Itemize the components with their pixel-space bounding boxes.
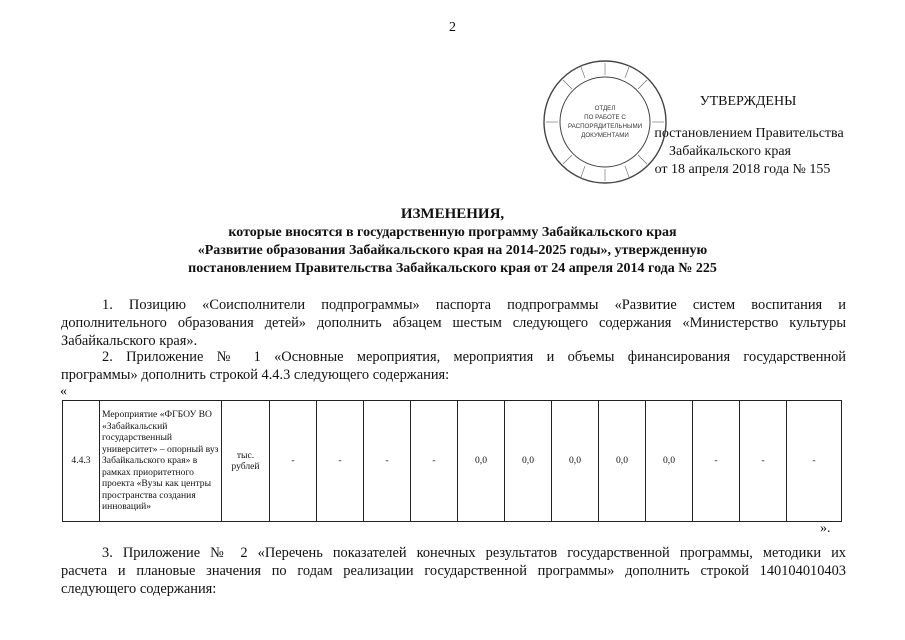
row-description: Мероприятие «ФГБОУ ВО «Забайкальский государственный университет» – опорный вуз Забайкальского края» в рамках приоритетного проекта «Вузы как центры пространства создания инноваций» (100, 401, 222, 522)
value-cell: - (411, 401, 458, 522)
stamp-line-4: ДОКУМЕНТАМИ (581, 132, 629, 139)
stamp-line-1: ОТДЕЛ (594, 105, 616, 112)
paragraph-3-line-1: 3. Приложение № 2 «Перечень показателей конечных результатов государственной программы, методики их (102, 545, 846, 561)
value-cell: - (740, 401, 787, 522)
heading-line-4: постановлением Правительства Забайкальского края от 24 апреля 2014 года № 225 (188, 261, 717, 276)
table-row (63, 401, 842, 522)
page-number: 2 (449, 20, 456, 35)
value-cell: 0,0 (646, 401, 693, 522)
value-cell: - (364, 401, 411, 522)
closing-quote: ». (820, 521, 831, 536)
value-cell: 0,0 (599, 401, 646, 522)
heading-line-3: «Развитие образования Забайкальского края на 2014-2025 годы», утвержденную (197, 243, 708, 258)
paragraph-1 (61, 296, 846, 350)
row-unit: тыс. рублей (222, 401, 270, 522)
paragraph-2 (61, 348, 846, 384)
paragraph-2-line-1: 2. Приложение № 1 «Основные мероприятия, мероприятия и объемы финансирования государственной (102, 349, 846, 365)
stamp-line-2: ПО РАБОТЕ С (584, 114, 626, 121)
value-cell: - (787, 401, 842, 522)
paragraph-3 (61, 544, 846, 598)
paragraph-1-line-2: дополнительного образования детей» дополнить абзацем шестым следующего содержания «Министерство культуры (61, 315, 846, 331)
stamp-line-3: РАСПОРЯДИТЕЛЬНЫМИ (567, 123, 643, 130)
opening-quote: « (60, 384, 67, 399)
paragraph-1-line-3: Забайкальского края». (61, 333, 198, 349)
heading-line-2: которые вносятся в государственную программу Забайкальского края (228, 225, 677, 240)
financing-table (62, 400, 842, 522)
paragraph-3-line-3: следующего содержания: (61, 581, 217, 597)
approval-line-3: от 18 апреля 2018 года № 155 (654, 162, 831, 177)
value-cell: - (317, 401, 364, 522)
heading-title: ИЗМЕНЕНИЯ, (400, 206, 505, 222)
value-cell: 0,0 (458, 401, 505, 522)
paragraph-3-line-2: расчета и плановые значения по годам реализации государственной программы» дополнить строкой 140104010403 (61, 563, 846, 579)
row-number: 4.4.3 (63, 401, 100, 522)
value-cell: - (693, 401, 740, 522)
paragraph-1-line-1: 1. Позицию «Соисполнители подпрограммы» паспорта подпрограммы «Развитие систем воспитания и (102, 297, 846, 313)
value-cell: 0,0 (552, 401, 599, 522)
approval-line-2: Забайкальского края (668, 144, 791, 159)
value-cell: 0,0 (505, 401, 552, 522)
value-cell: - (270, 401, 317, 522)
approval-title: УТВЕРЖДЕНЫ (699, 94, 797, 109)
approval-line-1: постановлением Правительства (654, 126, 844, 141)
paragraph-2-line-2: программы» дополнить строкой 4.4.3 следующего содержания: (61, 367, 450, 383)
